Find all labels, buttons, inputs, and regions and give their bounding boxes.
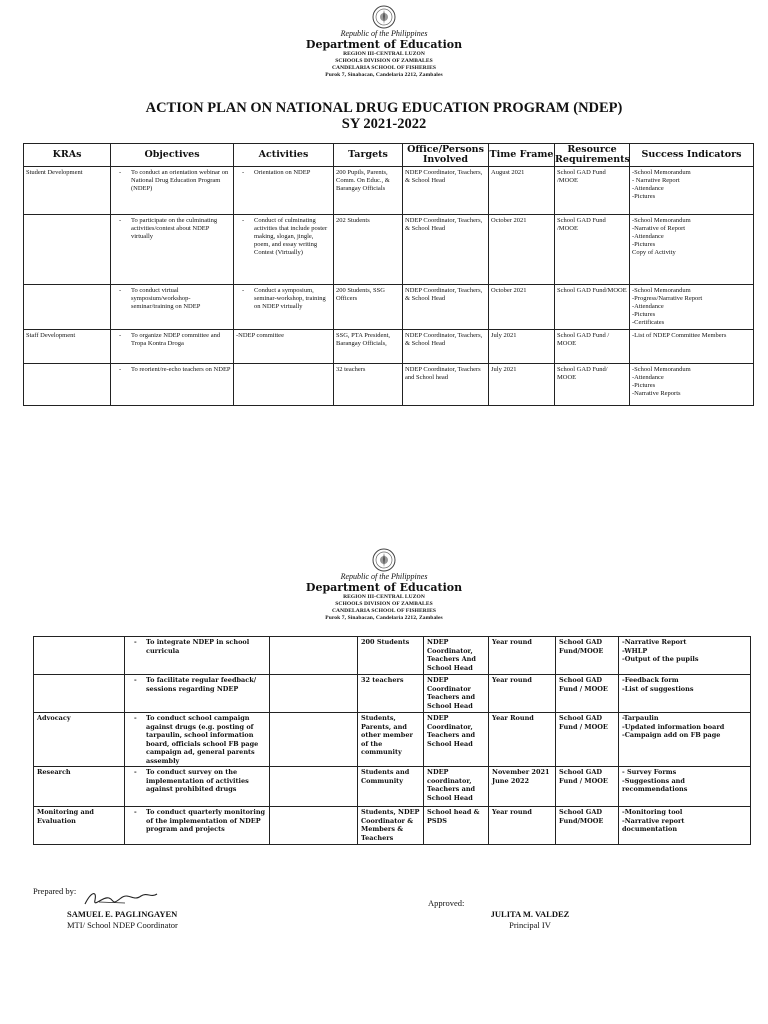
cell-office: NDEP Coordinator, Teachers, & School Head	[403, 167, 489, 215]
cell-targets: Students, Parents, and other member of the community	[358, 713, 424, 767]
objective-text: To conduct virtual symposium/workshop-seminar/training on NDEP	[131, 287, 201, 310]
prepared-by-name: SAMUEL E. PAGLINGAYEN	[67, 909, 178, 919]
objective-text: To conduct an orientation webinar on National Drug Education Program (NDEP)	[131, 169, 229, 192]
letterhead-top	[0, 5, 768, 79]
cell-targets: 200 Students, SSG Officers	[334, 285, 403, 330]
cell-indicators: -Tarpaulin -Updated information board -Campaign add on FB page	[619, 713, 751, 767]
cell-kra	[24, 215, 111, 285]
approved-by-title: Principal IV	[509, 920, 551, 930]
col-header-activities: Activities	[234, 144, 334, 167]
cell-objective: - To organize NDEP committee and Tropa Kontra Droga	[111, 330, 234, 364]
col-header-resources: Resource Requirements	[555, 144, 630, 165]
cell-time-frame: Year Round	[489, 713, 556, 767]
cell-resource: School GAD Fund / MOOE	[555, 330, 630, 364]
cell-time-frame: Year round	[489, 637, 556, 675]
prepared-by-label: Prepared by:	[33, 886, 77, 896]
cell-targets: 202 Students	[334, 215, 403, 285]
cell-activity	[234, 364, 334, 406]
cell-time-frame: October 2021	[489, 215, 555, 285]
table-row	[24, 364, 754, 406]
table-row	[34, 807, 751, 845]
cell-targets: Students and Community	[358, 767, 424, 807]
republic-label: Republic of the Philippines	[340, 572, 428, 581]
cell-indicators: -Monitoring tool -Narrative report documentation	[619, 807, 751, 845]
cell-time-frame: November 2021 June 2022	[489, 767, 556, 807]
cell-office: NDEP Coordinator Teachers and School Head	[424, 675, 489, 713]
cell-time-frame: October 2021	[489, 285, 555, 330]
cell-activity	[270, 637, 358, 675]
division-line: SCHOOLS DIVISION OF ZAMBALES	[335, 58, 433, 64]
cell-activity	[270, 767, 358, 807]
cell-indicators: -School Memorandum -Narrative of Report -Attendance -Pictures Copy of Activity	[630, 215, 754, 285]
col-header-time-frame: Time Frame	[489, 144, 555, 167]
table-row	[24, 330, 754, 364]
cell-resource: School GAD Fund/MOOE	[555, 285, 630, 330]
table-row	[34, 767, 751, 807]
cell-activity: -NDEP committee	[234, 330, 334, 364]
cell-kra: Student Development	[24, 167, 111, 215]
title-line-1: ACTION PLAN ON NATIONAL DRUG EDUCATION PROGRAM (NDEP)	[145, 100, 623, 116]
activity-text: Conduct a symposium, seminar-workshop, training on NDEP virtually	[254, 287, 326, 310]
col-header-targets: Targets	[334, 144, 403, 167]
approved-by-block	[470, 909, 590, 931]
action-plan-table-1	[23, 143, 754, 406]
cell-kra	[24, 364, 111, 406]
col-header-success-indicators: Success Indicators	[630, 144, 754, 167]
cell-targets: 32 teachers	[358, 675, 424, 713]
document-title	[0, 100, 768, 132]
cell-resource: School GAD Fund / MOOE	[556, 675, 619, 713]
cell-kra	[34, 637, 125, 675]
prepared-by-title: MTI/ School NDEP Coordinator	[67, 920, 178, 930]
republic-label: Republic of the Philippines	[340, 29, 428, 38]
department-name: Department of Education	[305, 581, 463, 594]
table-row	[24, 285, 754, 330]
cell-resource: School GAD Fund / MOOE	[556, 713, 619, 767]
deped-seal-icon	[372, 548, 396, 572]
address-line: Purok 7, Sinabacan, Candelaria 2212, Zambales	[325, 72, 443, 78]
col-header-kras: KRAs	[24, 144, 111, 167]
cell-targets: 200 Students	[358, 637, 424, 675]
cell-indicators: -School Memorandum -Attendance -Pictures -Narrative Reports	[630, 364, 754, 406]
cell-kra	[24, 285, 111, 330]
cell-office: NDEP Coordinator, Teachers and School Head	[424, 713, 489, 767]
cell-office: NDEP Coordinator, Teachers, & School Head	[403, 215, 489, 285]
cell-objective: - To facilitate regular feedback/ sessions regarding NDEP	[125, 675, 270, 713]
table-row	[34, 675, 751, 713]
objective-text: To organize NDEP committee and Tropa Kontra Droga	[131, 332, 221, 347]
cell-targets: 200 Pupils, Parents, Comm. On Educ., & Barangay Officials	[334, 167, 403, 215]
cell-objective: - To reorient/re-echo teachers on NDEP	[111, 364, 234, 406]
cell-activity: - Orientation on NDEP	[234, 167, 334, 215]
cell-activity	[270, 713, 358, 767]
cell-kra: Research	[34, 767, 125, 807]
department-name: Department of Education	[305, 38, 463, 51]
prepared-by-block	[33, 886, 178, 931]
table-row	[24, 167, 754, 215]
cell-time-frame: July 2021	[489, 364, 555, 406]
cell-kra	[34, 675, 125, 713]
cell-time-frame: Year round	[489, 807, 556, 845]
cell-resource: School GAD Fund /MOOE	[555, 167, 630, 215]
cell-indicators: -Feedback form -List of suggestions	[619, 675, 751, 713]
cell-kra: Advocacy	[34, 713, 125, 767]
objective-text: To participate on the culminating activities/contest about NDEP virtually	[131, 217, 218, 240]
cell-activity	[270, 675, 358, 713]
cell-indicators: -School Memorandum -Progress/Narrative Report -Attendance -Pictures -Certificates	[630, 285, 754, 330]
signature-mark-icon	[81, 888, 161, 910]
cell-activity: - Conduct of culminating activities that include poster making, slogan, jingle, poem, and essay writing Contest (Virtually)	[234, 215, 334, 285]
cell-resource: School GAD Fund/ MOOE	[555, 364, 630, 406]
cell-kra: Monitoring and Evaluation	[34, 807, 125, 845]
table-row	[34, 713, 751, 767]
cell-office: School head & PSDS	[424, 807, 489, 845]
approved-by-name: JULITA M. VALDEZ	[490, 909, 570, 919]
cell-office: NDEP Coordinator, Teachers, & School Head	[403, 330, 489, 364]
cell-resource: School GAD Fund/MOOE	[556, 807, 619, 845]
title-line-2: SY 2021-2022	[341, 116, 427, 132]
col-header-office: Office/Persons Involved	[403, 144, 489, 167]
cell-resource: School GAD Fund / MOOE	[556, 767, 619, 807]
letterhead-page-2	[0, 548, 768, 622]
cell-resource: School GAD Fund /MOOE	[555, 215, 630, 285]
address-line: Purok 7, Sinabacan, Candelaria 2212, Zambales	[325, 615, 443, 621]
cell-office: NDEP coordinator, Teachers and School Head	[424, 767, 489, 807]
cell-objective: - To participate on the culminating activities/contest about NDEP virtually	[111, 215, 234, 285]
cell-indicators: -School Memorandum - Narrative Report -Attendance -Pictures	[630, 167, 754, 215]
cell-time-frame: August 2021	[489, 167, 555, 215]
cell-office: NDEP Coordinator, Teachers and School head	[403, 364, 489, 406]
cell-targets: 32 teachers	[334, 364, 403, 406]
cell-targets: SSG, PTA President, Barangay Officials,	[334, 330, 403, 364]
activity-text: Conduct of culminating activities that include poster making, slogan, jingle, poem, and essay writing Contest (Virtually)	[254, 217, 328, 256]
approved-label: Approved:	[428, 898, 465, 908]
cell-objective: - To integrate NDEP in school curricula	[125, 637, 270, 675]
cell-objective: - To conduct survey on the implementation of activities against prohibited drugs	[125, 767, 270, 807]
cell-resource: School GAD Fund/MOOE	[556, 637, 619, 675]
objective-text: To conduct school campaign against drugs (e.g. posting of tarpaulin, school information board, officials school FB page campaign ad, general parents assembly	[146, 714, 259, 765]
activity-text: Orientation on NDEP	[254, 169, 311, 176]
region-line: REGION III-CENTRAL LUZON	[343, 594, 425, 600]
cell-activity: - Conduct a symposium, seminar-workshop, training on NDEP virtually	[234, 285, 334, 330]
deped-seal-icon	[372, 5, 396, 29]
cell-office: NDEP Coordinator, Teachers, & School Head	[403, 285, 489, 330]
division-line: SCHOOLS DIVISION OF ZAMBALES	[335, 601, 433, 607]
cell-office: NDEP Coordinator, Teachers And School Head	[424, 637, 489, 675]
objective-text: To reorient/re-echo teachers on NDEP	[131, 366, 231, 373]
cell-targets: Students, NDEP Coordinator & Members & Teachers	[358, 807, 424, 845]
school-line: CANDELARIA SCHOOL OF FISHERIES	[331, 65, 437, 71]
table-row	[24, 215, 754, 285]
cell-kra: Staff Development	[24, 330, 111, 364]
region-line: REGION III-CENTRAL LUZON	[343, 51, 425, 57]
cell-indicators: - Survey Forms -Suggestions and recommendations	[619, 767, 751, 807]
cell-indicators: -Narrative Report -WHLP -Output of the pupils	[619, 637, 751, 675]
school-line: CANDELARIA SCHOOL OF FISHERIES	[331, 608, 437, 614]
objective-text: To integrate NDEP in school curricula	[146, 638, 250, 655]
table-row	[34, 637, 751, 675]
cell-objective: - To conduct school campaign against drugs (e.g. posting of tarpaulin, school information board, officials school FB page campaign ad, general parents assembly	[125, 713, 270, 767]
cell-time-frame: July 2021	[489, 330, 555, 364]
table-header-row	[24, 144, 754, 167]
cell-indicators: -List of NDEP Committee Members	[630, 330, 754, 364]
cell-objective: - To conduct virtual symposium/workshop-seminar/training on NDEP	[111, 285, 234, 330]
action-plan-table-2	[33, 636, 751, 845]
cell-objective: - To conduct quarterly monitoring of the implementation of NDEP program and projects	[125, 807, 270, 845]
objective-text: To facilitate regular feedback/ sessions regarding NDEP	[146, 676, 257, 693]
cell-activity	[270, 807, 358, 845]
cell-objective: - To conduct an orientation webinar on National Drug Education Program (NDEP)	[111, 167, 234, 215]
cell-time-frame: Year round	[489, 675, 556, 713]
col-header-objectives: Objectives	[111, 144, 234, 167]
objective-text: To conduct quarterly monitoring of the implementation of NDEP program and projects	[146, 808, 266, 833]
objective-text: To conduct survey on the implementation of activities against prohibited drugs	[146, 768, 249, 793]
